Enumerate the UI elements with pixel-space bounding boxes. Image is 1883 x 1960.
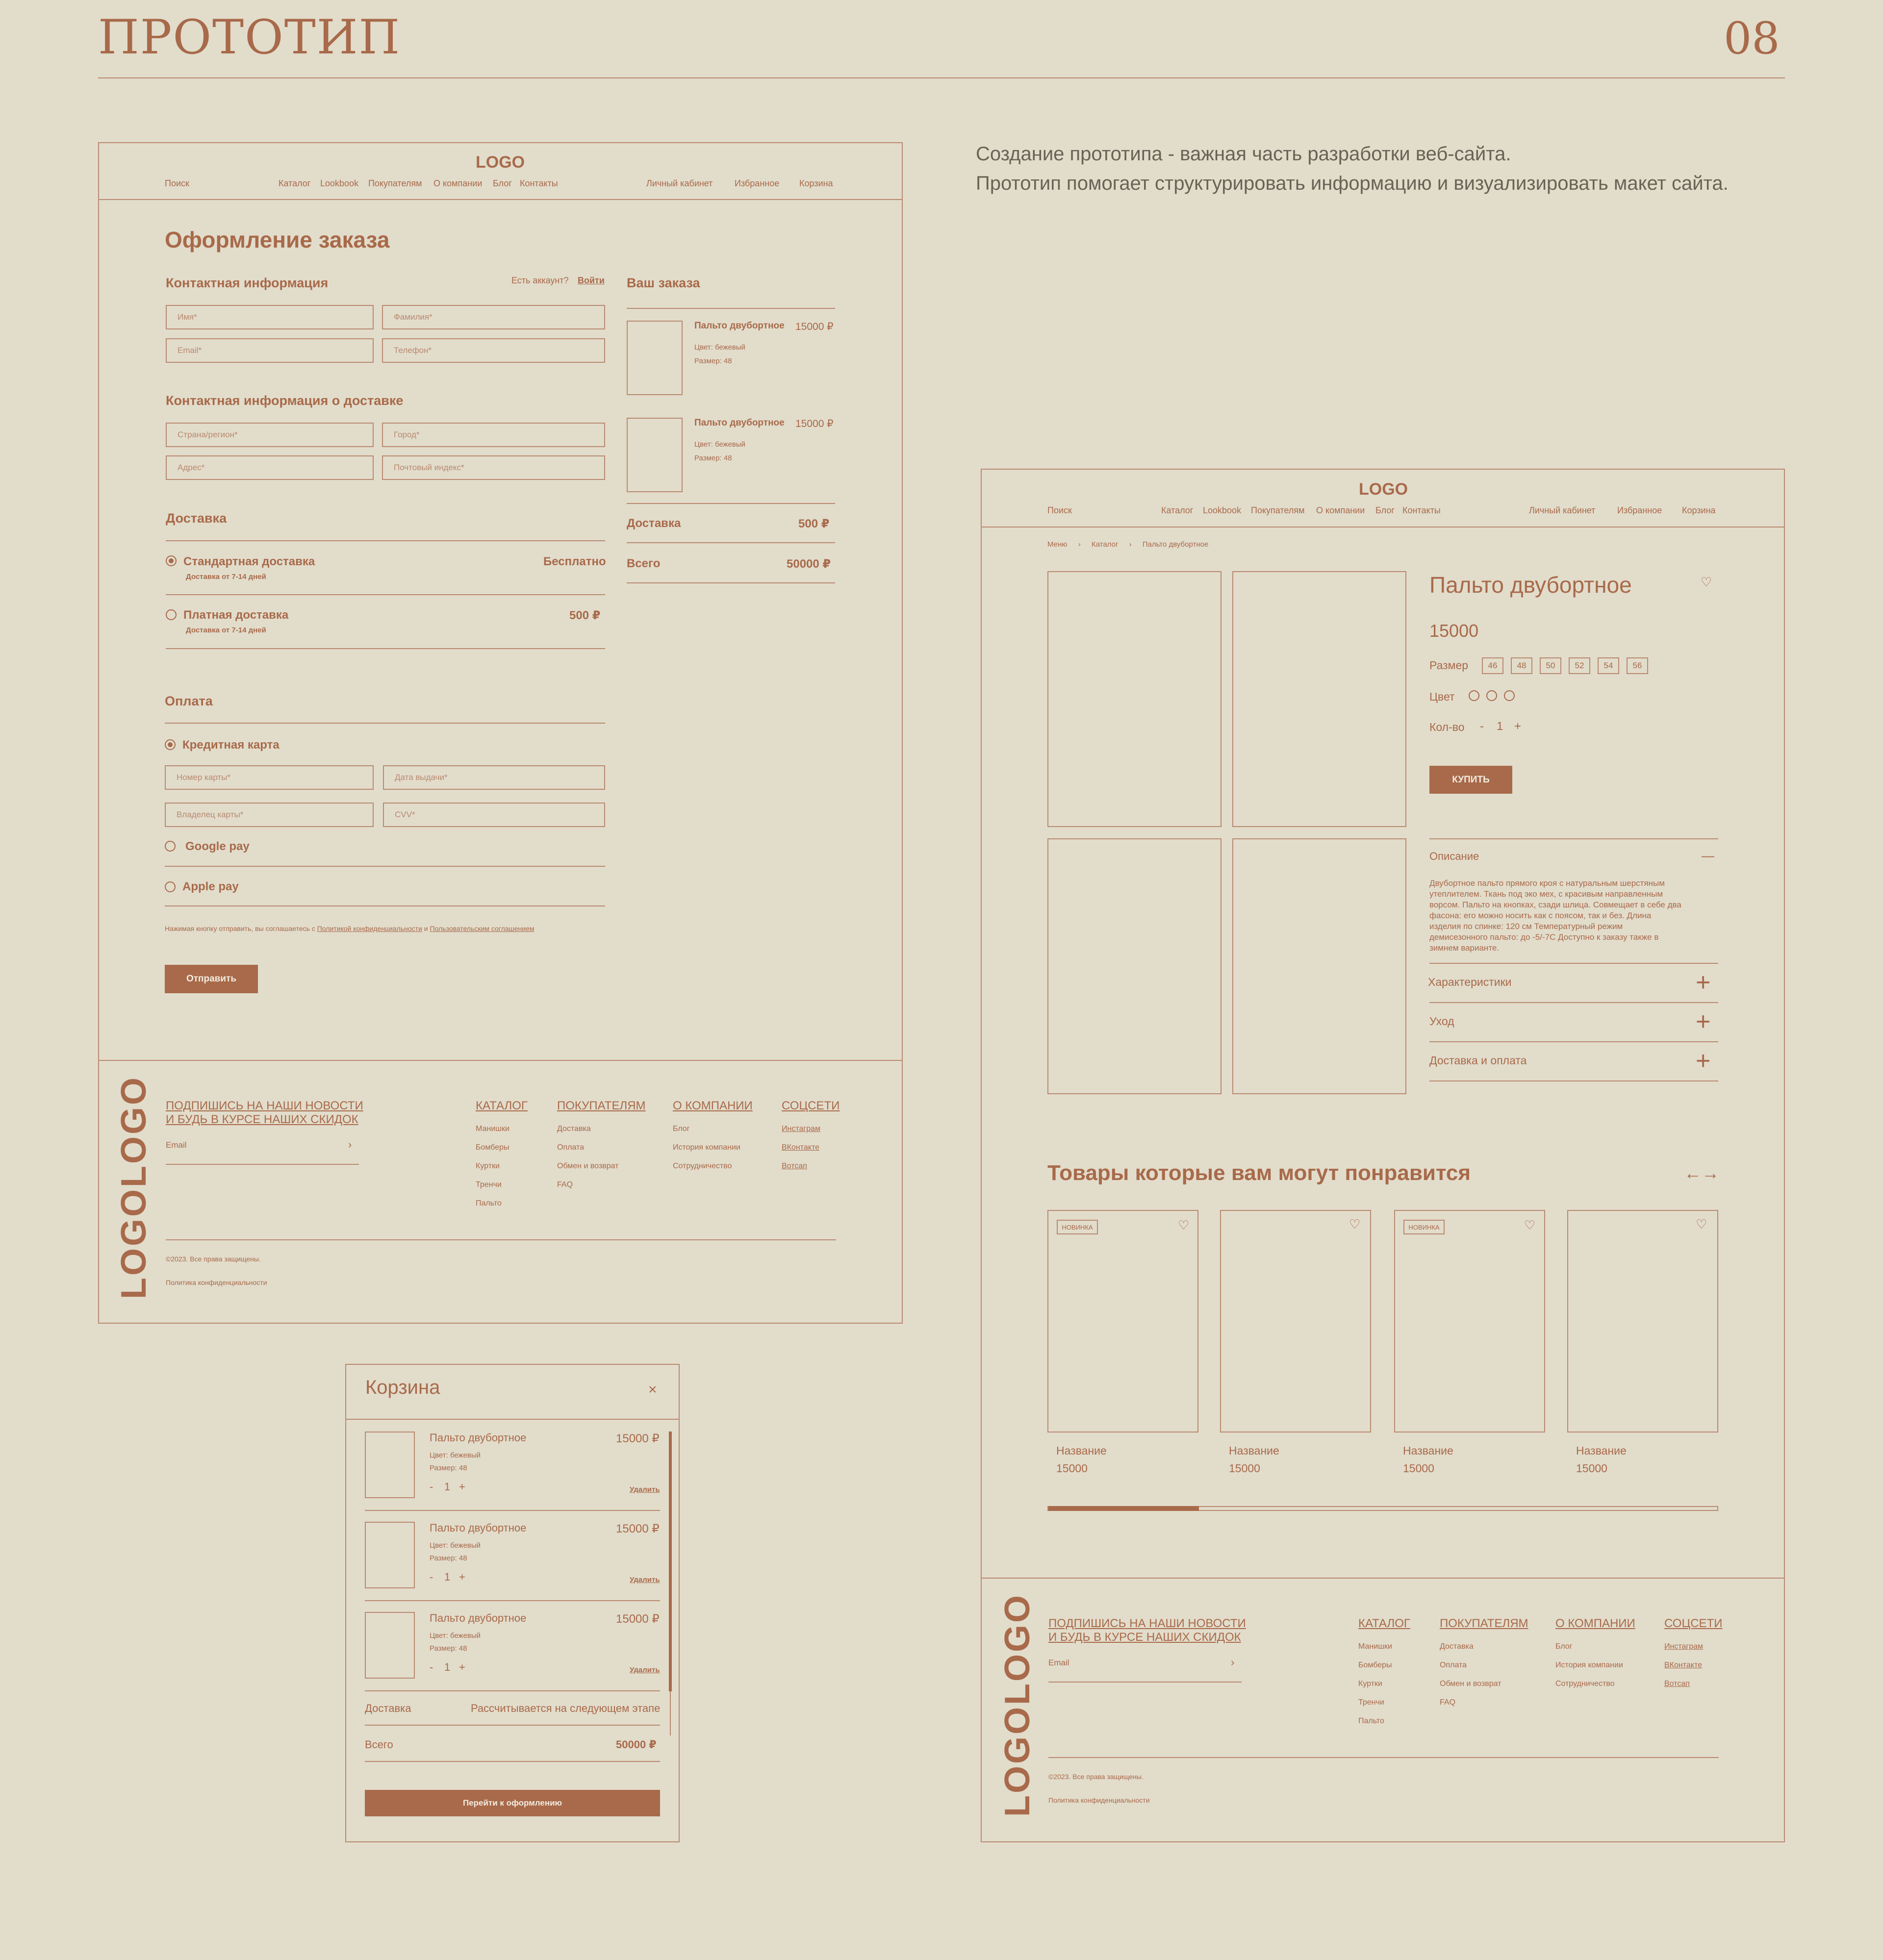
delivery-title: Доставка bbox=[166, 511, 227, 526]
order-item-price: 15000 ₽ bbox=[795, 418, 834, 429]
cart-total-label: Всего bbox=[365, 1738, 393, 1751]
accordion-characteristics[interactable]: Характеристики bbox=[1428, 976, 1512, 988]
breadcrumb-item[interactable]: Меню bbox=[1047, 540, 1068, 549]
page-number: 08 bbox=[1724, 13, 1780, 64]
divider bbox=[165, 723, 605, 724]
order-delivery-label: Доставка bbox=[627, 517, 681, 530]
qty-minus-button[interactable]: - bbox=[430, 1481, 433, 1493]
cart-item-image bbox=[365, 1432, 415, 1498]
footer-logo[interactable]: LOGOLOGO bbox=[114, 1076, 153, 1299]
chevron-right-icon[interactable]: › bbox=[348, 1138, 352, 1151]
have-account-text: Есть аккаунт? bbox=[511, 276, 569, 285]
heart-icon[interactable]: ♡ bbox=[1524, 1218, 1536, 1232]
remove-button[interactable]: Удалить bbox=[630, 1666, 660, 1674]
footer-link[interactable]: Блог bbox=[673, 1125, 690, 1133]
size-option[interactable]: 48 bbox=[1511, 657, 1532, 674]
subscribe-line-1: ПОДПИШИСЬ НА НАШИ НОВОСТИ bbox=[166, 1099, 363, 1112]
nav-search[interactable]: Поиск bbox=[165, 178, 189, 188]
footer-col-title[interactable]: КАТАЛОГ bbox=[476, 1099, 528, 1112]
qty-value: 1 bbox=[1497, 720, 1503, 733]
cart-item-size: Размер: 48 bbox=[430, 1464, 467, 1472]
footer-link[interactable]: Блог bbox=[1555, 1642, 1573, 1651]
product-price: 15000 bbox=[1429, 621, 1479, 641]
email-underline bbox=[166, 1164, 359, 1165]
qty-plus-button[interactable]: + bbox=[459, 1661, 465, 1673]
nav-blog[interactable]: Блог bbox=[1375, 505, 1395, 515]
footer-link[interactable]: Обмен и возврат bbox=[557, 1162, 619, 1170]
close-icon[interactable]: × bbox=[648, 1382, 657, 1398]
order-total-value: 50000 ₽ bbox=[787, 557, 831, 571]
size-option[interactable]: 52 bbox=[1569, 657, 1590, 674]
paid-delivery-time: Доставка от 7-14 дней bbox=[186, 626, 266, 634]
footer-link[interactable]: История компании bbox=[1555, 1661, 1623, 1669]
card-name: Название bbox=[1403, 1444, 1453, 1457]
country-field[interactable]: Страна/регион* bbox=[166, 423, 374, 447]
google-pay-radio[interactable] bbox=[165, 841, 176, 852]
breadcrumb-sep: › bbox=[1078, 540, 1081, 549]
product-image[interactable] bbox=[1047, 838, 1221, 1094]
description-line: утеплителем. Ткань под эко мех, с красивым направленным bbox=[1429, 889, 1663, 899]
product-name: Пальто двубортное bbox=[1429, 572, 1632, 598]
cart-item-name: Пальто двубортное bbox=[430, 1612, 527, 1624]
color-label: Цвет bbox=[1429, 690, 1455, 703]
credit-card-radio[interactable] bbox=[165, 739, 176, 750]
go-to-checkout-button[interactable]: Перейти к оформлению bbox=[365, 1790, 660, 1816]
cart-scrollbar[interactable] bbox=[669, 1432, 672, 1691]
subscribe-line-2: И БУДЬ В КУРСЕ НАШИХ СКИДОК bbox=[166, 1113, 358, 1126]
first-name-field[interactable]: Имя* bbox=[166, 305, 374, 329]
nav-account[interactable]: Личный кабинет bbox=[646, 178, 713, 188]
qty-label: Кол-во bbox=[1429, 721, 1465, 733]
cart-item-image bbox=[365, 1612, 415, 1679]
nav-cart[interactable]: Корзина bbox=[799, 178, 833, 188]
google-pay-label: Google pay bbox=[185, 840, 250, 853]
divider bbox=[365, 1725, 660, 1726]
new-badge: НОВИНКА bbox=[1057, 1220, 1098, 1234]
consent-prefix: Нажимая кнопку отправить, вы соглашаетесь с bbox=[165, 925, 317, 932]
footer-link[interactable]: Сотрудничество bbox=[1555, 1680, 1615, 1688]
description-line: фасона: его можно носить как с поясом, так и без. Длина bbox=[1429, 911, 1652, 920]
footer-divider bbox=[98, 1060, 903, 1061]
cart-item-price: 15000 ₽ bbox=[616, 1522, 660, 1535]
cart-item-name: Пальто двубортное bbox=[430, 1522, 527, 1534]
consent-text bbox=[165, 925, 534, 932]
cart-delivery-label: Доставка bbox=[365, 1702, 411, 1714]
divider bbox=[1429, 963, 1718, 964]
subscribe-line-1: ПОДПИШИСЬ НА НАШИ НОВОСТИ bbox=[1048, 1617, 1246, 1630]
divider bbox=[166, 540, 605, 541]
footer-link[interactable]: Пальто bbox=[1358, 1717, 1384, 1725]
order-title: Ваш заказа bbox=[627, 276, 700, 290]
footer-link[interactable]: Оплата bbox=[557, 1143, 585, 1152]
footer-link[interactable]: Пальто bbox=[476, 1199, 502, 1207]
order-item-color: Цвет: бежевый bbox=[694, 440, 746, 449]
description-line: ворсом. Пальто на кнопках, сзади шлица. Совмещает в себе два bbox=[1429, 900, 1681, 909]
cvv-field[interactable]: CVV* bbox=[383, 803, 605, 827]
card-price: 15000 bbox=[1576, 1462, 1607, 1475]
divider bbox=[365, 1600, 660, 1601]
breadcrumb bbox=[1047, 540, 1208, 549]
footer-link[interactable]: Оплата bbox=[1440, 1661, 1467, 1669]
footer-link[interactable]: Обмен и возврат bbox=[1440, 1680, 1501, 1688]
nav-buyers[interactable]: Покупателям bbox=[1251, 505, 1305, 515]
logo[interactable]: LOGO bbox=[476, 153, 525, 172]
nav-lookbook[interactable]: Lookbook bbox=[320, 178, 359, 188]
login-link[interactable]: Войти bbox=[578, 276, 605, 285]
consent-and: и bbox=[422, 925, 430, 932]
cart-item-color: Цвет: бежевый bbox=[430, 1451, 481, 1459]
divider bbox=[1429, 1002, 1718, 1003]
heart-icon[interactable]: ♡ bbox=[1701, 575, 1712, 589]
product-image[interactable] bbox=[1047, 571, 1221, 827]
description-line: демисезонного пальто: до -5/-7С Доступно к заказу также в bbox=[1429, 932, 1659, 942]
nav-search[interactable]: Поиск bbox=[1047, 505, 1072, 515]
footer-link[interactable]: История компании bbox=[673, 1143, 740, 1152]
divider bbox=[627, 582, 835, 583]
divider bbox=[627, 308, 835, 309]
divider bbox=[365, 1690, 660, 1691]
email-underline bbox=[1048, 1682, 1242, 1683]
std-delivery-time: Доставка от 7-14 дней bbox=[186, 573, 266, 581]
qty-minus-button[interactable]: - bbox=[430, 1571, 433, 1583]
order-item-name: Пальто двубортное bbox=[694, 321, 785, 331]
footer-link[interactable]: ВКонтакте bbox=[1664, 1661, 1702, 1669]
last-name-field[interactable]: Фамилия* bbox=[382, 305, 605, 329]
size-option[interactable]: 46 bbox=[1482, 657, 1503, 674]
divider bbox=[165, 866, 605, 867]
cart-item-size: Размер: 48 bbox=[430, 1554, 467, 1562]
footer-link[interactable]: Тренчи bbox=[476, 1181, 502, 1189]
product-image[interactable] bbox=[1232, 838, 1406, 1094]
std-delivery-radio[interactable] bbox=[166, 555, 177, 566]
minus-icon[interactable]: — bbox=[1702, 848, 1714, 863]
nav-company[interactable]: О компании bbox=[1316, 505, 1365, 515]
footer-link[interactable]: Бомберы bbox=[1358, 1661, 1392, 1669]
nav-catalog[interactable]: Каталог bbox=[279, 178, 311, 188]
cart-scrollbar-track bbox=[670, 1691, 671, 1735]
subscribe-email-input[interactable]: Email bbox=[166, 1140, 187, 1150]
qty-minus-button[interactable]: - bbox=[1480, 720, 1484, 733]
order-item-size: Размер: 48 bbox=[694, 454, 732, 462]
footer-col-title[interactable]: ПОКУПАТЕЛЯМ bbox=[557, 1099, 646, 1112]
heart-icon[interactable]: ♡ bbox=[1349, 1217, 1361, 1231]
divider bbox=[165, 905, 605, 906]
nav-cart[interactable]: Корзина bbox=[1682, 505, 1716, 515]
copyright: ©2023. Все права защищены. bbox=[1048, 1773, 1144, 1781]
footer-col-title[interactable]: О КОМПАНИИ bbox=[673, 1099, 753, 1112]
contact-title: Контактная информация bbox=[166, 276, 329, 290]
divider bbox=[365, 1761, 660, 1762]
card-price: 15000 bbox=[1229, 1462, 1260, 1475]
issue-date-field[interactable]: Дата выдачи* bbox=[383, 765, 605, 790]
paid-delivery-radio[interactable] bbox=[166, 609, 177, 620]
product-image[interactable] bbox=[1232, 571, 1406, 827]
footer-link[interactable]: FAQ bbox=[557, 1181, 573, 1189]
footer-col-title[interactable]: СОЦСЕТИ bbox=[1664, 1617, 1723, 1630]
footer-link[interactable]: Сотрудничество bbox=[673, 1162, 732, 1170]
divider bbox=[1429, 1041, 1718, 1042]
address-field[interactable]: Адрес* bbox=[166, 455, 374, 480]
cart-item-color: Цвет: бежевый bbox=[430, 1541, 481, 1550]
nav-buyers[interactable]: Покупателям bbox=[368, 178, 422, 188]
footer-link[interactable]: Доставка bbox=[1440, 1642, 1474, 1651]
order-item-price: 15000 ₽ bbox=[795, 321, 834, 332]
divider bbox=[365, 1510, 660, 1511]
plus-icon[interactable]: + bbox=[1696, 1007, 1711, 1036]
phone-field[interactable]: Телефон* bbox=[382, 338, 605, 363]
new-badge: НОВИНКА bbox=[1403, 1220, 1445, 1234]
product-card[interactable] bbox=[1220, 1210, 1371, 1432]
description-line: зимнем варианте. bbox=[1429, 943, 1500, 953]
description-line: изделия по спинке: 120 см Температурный режим bbox=[1429, 922, 1623, 931]
accordion-description[interactable]: Описание bbox=[1429, 850, 1479, 862]
heart-icon[interactable]: ♡ bbox=[1178, 1218, 1190, 1232]
zip-field[interactable]: Почтовый индекс* bbox=[382, 455, 605, 480]
accordion-care[interactable]: Уход bbox=[1429, 1015, 1454, 1028]
carousel-scroll-thumb[interactable] bbox=[1048, 1506, 1199, 1511]
cart-item-size: Размер: 48 bbox=[430, 1644, 467, 1653]
footer-logo[interactable]: LOGOLOGO bbox=[998, 1593, 1037, 1817]
nav-divider bbox=[981, 527, 1785, 528]
arrows-icon[interactable]: ←→ bbox=[1684, 1163, 1719, 1183]
cart-item-image bbox=[365, 1522, 415, 1588]
card-price: 15000 bbox=[1056, 1462, 1088, 1475]
recommendations-title: Товары которые вам могут понравится bbox=[1047, 1161, 1471, 1185]
card-price: 15000 bbox=[1403, 1462, 1434, 1475]
qty-value: 1 bbox=[444, 1571, 451, 1583]
breadcrumb-sep: › bbox=[1129, 540, 1132, 549]
size-option[interactable]: 54 bbox=[1598, 657, 1619, 674]
divider bbox=[166, 594, 605, 595]
footer-link[interactable]: Куртки bbox=[476, 1162, 500, 1170]
plus-icon[interactable]: + bbox=[1696, 968, 1711, 997]
nav-divider bbox=[98, 199, 903, 200]
std-delivery-label: Стандартная доставка bbox=[183, 555, 315, 568]
nav-favorites[interactable]: Избранное bbox=[1617, 505, 1662, 515]
apple-pay-radio[interactable] bbox=[165, 881, 176, 892]
order-item-image bbox=[627, 418, 683, 492]
breadcrumb-item: Пальто двубортное bbox=[1142, 540, 1209, 549]
qty-minus-button[interactable]: - bbox=[430, 1661, 433, 1673]
footer-divider bbox=[981, 1578, 1785, 1579]
color-swatch[interactable] bbox=[1469, 690, 1479, 701]
card-name: Название bbox=[1229, 1444, 1279, 1457]
plus-icon[interactable]: + bbox=[1696, 1047, 1711, 1075]
checkout-title: Оформление заказа bbox=[165, 227, 390, 252]
heart-icon[interactable]: ♡ bbox=[1696, 1217, 1707, 1231]
card-holder-field[interactable]: Владелец карты* bbox=[165, 803, 374, 827]
page-title: ПРОТОТИП bbox=[98, 10, 401, 65]
size-label: Размер bbox=[1429, 659, 1469, 672]
color-swatch[interactable] bbox=[1486, 690, 1497, 701]
footer-bottom-divider bbox=[1048, 1757, 1719, 1758]
order-item-size: Размер: 48 bbox=[694, 357, 732, 365]
cart-total-value: 50000 ₽ bbox=[616, 1738, 657, 1751]
qty-plus-button[interactable]: + bbox=[1514, 720, 1522, 733]
footer-link[interactable]: Инстаграм bbox=[782, 1125, 821, 1133]
footer-col-title[interactable]: КАТАЛОГ bbox=[1358, 1617, 1410, 1630]
divider bbox=[166, 648, 605, 649]
carousel-scroll-track[interactable] bbox=[1047, 1506, 1718, 1511]
footer-col-title[interactable]: СОЦСЕТИ bbox=[782, 1099, 840, 1112]
footer-link[interactable]: Манишки bbox=[476, 1125, 509, 1133]
nav-company[interactable]: О компании bbox=[433, 178, 483, 188]
divider bbox=[627, 503, 835, 504]
product-card[interactable] bbox=[1047, 1210, 1198, 1432]
nav-contacts[interactable]: Контакты bbox=[1402, 505, 1441, 515]
footer-link[interactable]: Тренчи bbox=[1358, 1698, 1384, 1707]
qty-plus-button[interactable]: + bbox=[459, 1481, 465, 1493]
card-name: Название bbox=[1056, 1444, 1107, 1457]
order-item-image bbox=[627, 321, 683, 395]
subscribe-email-input[interactable]: Email bbox=[1048, 1658, 1069, 1667]
order-item-color: Цвет: бежевый bbox=[694, 343, 746, 352]
buy-button[interactable]: КУПИТЬ bbox=[1429, 766, 1512, 794]
color-swatch[interactable] bbox=[1504, 690, 1515, 701]
cart-header-divider bbox=[345, 1419, 680, 1420]
nav-favorites[interactable]: Избранное bbox=[735, 178, 780, 188]
logo[interactable]: LOGO bbox=[1359, 480, 1408, 499]
nav-contacts[interactable]: Контакты bbox=[520, 178, 558, 188]
size-option[interactable]: 50 bbox=[1540, 657, 1561, 674]
copyright: ©2023. Все права защищены. bbox=[166, 1255, 261, 1263]
divider bbox=[1429, 838, 1718, 839]
payment-title: Оплата bbox=[165, 694, 213, 708]
cart-item-price: 15000 ₽ bbox=[616, 1432, 660, 1445]
divider bbox=[627, 542, 835, 543]
order-delivery-value: 500 ₽ bbox=[798, 517, 830, 530]
footer-link[interactable]: Вотсап bbox=[1664, 1680, 1690, 1688]
nav-catalog[interactable]: Каталог bbox=[1161, 505, 1194, 515]
footer-col-title[interactable]: ПОКУПАТЕЛЯМ bbox=[1440, 1617, 1528, 1630]
footer-col-title[interactable]: О КОМПАНИИ bbox=[1555, 1617, 1635, 1630]
footer-link[interactable]: ВКонтакте bbox=[782, 1143, 819, 1152]
privacy-policy-link[interactable]: Политика конфиденциальности bbox=[166, 1279, 267, 1286]
subscribe-line-2: И БУДЬ В КУРСЕ НАШИХ СКИДОК bbox=[1048, 1631, 1241, 1644]
footer-link[interactable]: Куртки bbox=[1358, 1680, 1382, 1688]
remove-button[interactable]: Удалить bbox=[630, 1485, 660, 1494]
description-line: Двубортное пальто прямого кроя с натуральным шерстяным bbox=[1429, 879, 1665, 888]
cart-item-name: Пальто двубортное bbox=[430, 1432, 527, 1444]
cart-delivery-value: Рассчитывается на следующем этапе bbox=[471, 1702, 661, 1714]
credit-card-label: Кредитная карта bbox=[182, 738, 280, 752]
paid-delivery-label: Платная доставка bbox=[183, 608, 289, 622]
accordion-delivery-payment[interactable]: Доставка и оплата bbox=[1429, 1054, 1527, 1067]
footer-link[interactable]: FAQ bbox=[1440, 1698, 1456, 1707]
terms-link[interactable]: Пользовательским соглашением bbox=[430, 925, 534, 932]
product-card[interactable] bbox=[1394, 1210, 1545, 1432]
intro-line-1: Создание прототипа - важная часть разработки веб-сайта. bbox=[976, 143, 1511, 165]
city-field[interactable]: Город* bbox=[382, 423, 605, 447]
apple-pay-label: Apple pay bbox=[182, 880, 239, 893]
order-total-label: Всего bbox=[627, 557, 661, 570]
cart-title: Корзина bbox=[365, 1377, 440, 1398]
header-divider bbox=[98, 77, 1785, 78]
std-delivery-price: Бесплатно bbox=[543, 555, 606, 568]
cart-item-price: 15000 ₽ bbox=[616, 1612, 660, 1626]
footer-link[interactable]: Инстаграм bbox=[1664, 1642, 1704, 1651]
submit-button[interactable]: Отправить bbox=[165, 965, 258, 993]
order-item-name: Пальто двубортное bbox=[694, 418, 785, 428]
size-option[interactable]: 56 bbox=[1627, 657, 1648, 674]
qty-value: 1 bbox=[444, 1661, 451, 1673]
remove-button[interactable]: Удалить bbox=[630, 1576, 660, 1584]
email-field[interactable]: Email* bbox=[166, 338, 374, 363]
nav-blog[interactable]: Блог bbox=[493, 178, 512, 188]
product-card[interactable] bbox=[1567, 1210, 1718, 1432]
nav-account[interactable]: Личный кабинет bbox=[1529, 505, 1596, 515]
cart-item-color: Цвет: бежевый bbox=[430, 1632, 481, 1640]
nav-lookbook[interactable]: Lookbook bbox=[1203, 505, 1242, 515]
intro-line-2: Прототип помогает структурировать информацию и визуализировать макет сайта. bbox=[976, 173, 1729, 194]
breadcrumb-item[interactable]: Каталог bbox=[1091, 540, 1119, 549]
delivery-info-title: Контактная информация о доставке bbox=[166, 393, 404, 408]
footer-bottom-divider bbox=[166, 1239, 836, 1240]
card-number-field[interactable]: Номер карты* bbox=[165, 765, 374, 790]
qty-plus-button[interactable]: + bbox=[459, 1571, 465, 1583]
footer-link[interactable]: Доставка bbox=[557, 1125, 591, 1133]
paid-delivery-price: 500 ₽ bbox=[569, 609, 601, 622]
privacy-policy-link[interactable]: Политика конфиденциальности bbox=[1048, 1796, 1150, 1804]
footer-link[interactable]: Манишки bbox=[1358, 1642, 1392, 1651]
privacy-link[interactable]: Политикой конфиденциальности bbox=[317, 925, 422, 932]
qty-value: 1 bbox=[444, 1481, 451, 1493]
chevron-right-icon[interactable]: › bbox=[1231, 1656, 1235, 1668]
card-name: Название bbox=[1576, 1444, 1627, 1457]
footer-link[interactable]: Вотсап bbox=[782, 1162, 807, 1170]
footer-link[interactable]: Бомберы bbox=[476, 1143, 509, 1152]
